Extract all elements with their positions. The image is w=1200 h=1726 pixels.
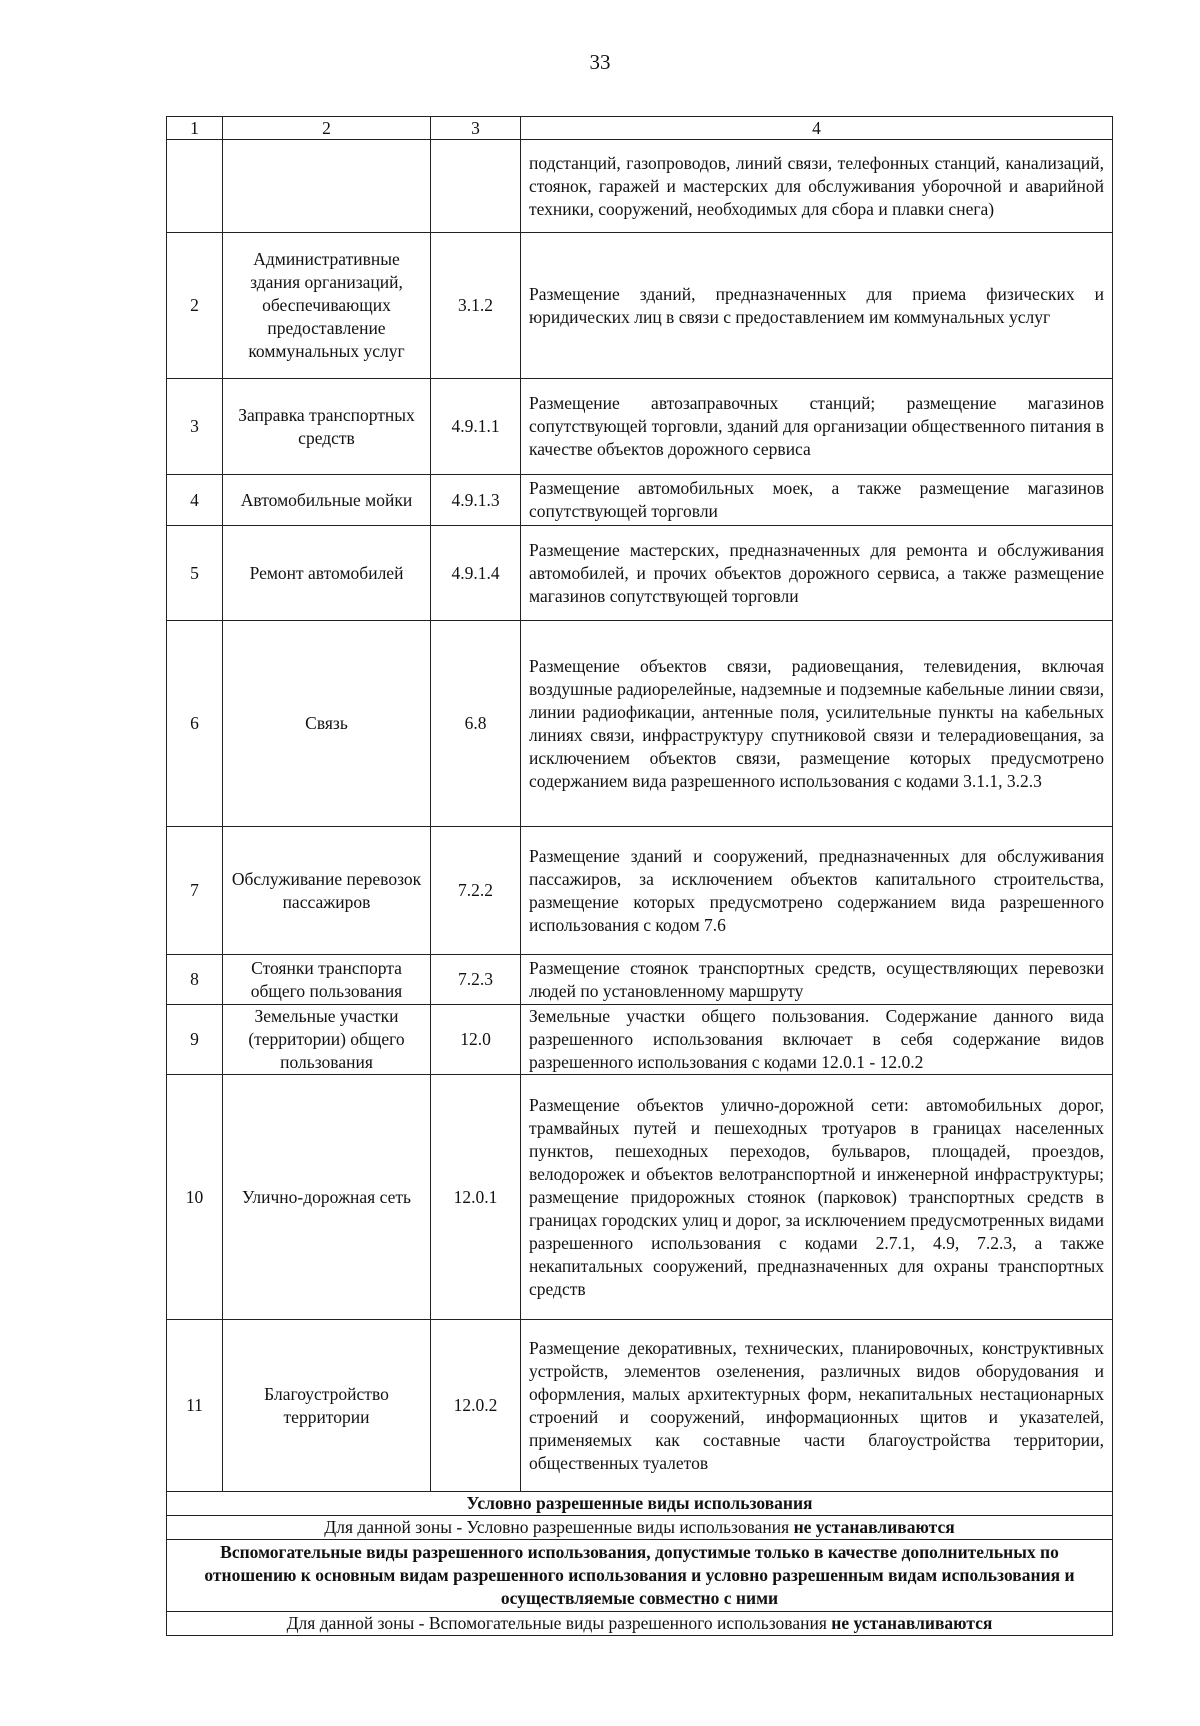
row-number: 5 (167, 526, 223, 621)
use-code: 4.9.1.3 (431, 475, 521, 526)
use-code: 6.8 (431, 621, 521, 827)
use-code: 12.0.2 (431, 1320, 521, 1492)
row-number: 9 (167, 1005, 223, 1075)
table-row (167, 827, 1113, 955)
use-code (431, 140, 521, 233)
use-name: Благоустройство территории (223, 1320, 431, 1492)
conditional-heading (167, 1492, 1113, 1516)
row-number: 11 (167, 1320, 223, 1492)
use-code: 7.2.3 (431, 955, 521, 1005)
use-description: Размещение зданий, предназначенных для приема физических и юридических лиц в связи с предоставлением им коммунальных услуг (521, 233, 1113, 379)
use-description: Размещение объектов связи, радиовещания, телевидения, включая воздушные радиорелейные, надземные и подземные кабельные линии связи, линии радиофикации, антенные поля, усилительные пункты на кабельных линиях связи, инфраструктуру спутниковой связи и телерадиовещания, за исключением объектов связи, размещение которых предусмотрено содержанием вида разрешенного использования с кодами 3.1.1, 3.2.3 (521, 621, 1113, 827)
use-code: 7.2.2 (431, 827, 521, 955)
use-code: 4.9.1.4 (431, 526, 521, 621)
conditional-note-bold: не устанавливаются (793, 1517, 955, 1537)
use-name: Автомобильные мойки (223, 475, 431, 526)
row-number: 6 (167, 621, 223, 827)
auxiliary-note-row (167, 1612, 1113, 1636)
row-number: 7 (167, 827, 223, 955)
use-name: Связь (223, 621, 431, 827)
auxiliary-note (167, 1612, 1113, 1636)
auxiliary-note-text: Для данной зоны - Вспомогательные виды разрешенного использования (286, 1613, 827, 1633)
header-cell-4: 4 (521, 117, 1113, 140)
use-code: 3.1.2 (431, 233, 521, 379)
conditional-heading-row (167, 1492, 1113, 1516)
auxiliary-heading (167, 1540, 1113, 1612)
table-row (167, 140, 1113, 233)
row-number: 4 (167, 475, 223, 526)
use-description: Земельные участки общего пользования. Содержание данного вида разрешенного использования включает в себя содержание видов разрешенного использования с кодами 12.0.1 - 12.0.2 (521, 1005, 1113, 1075)
row-number: 8 (167, 955, 223, 1005)
table-row (167, 379, 1113, 475)
use-name (223, 140, 431, 233)
row-number: 2 (167, 233, 223, 379)
use-description: Размещение стоянок транспортных средств, осуществляющих перевозки людей по установленному маршруту (521, 955, 1113, 1005)
use-description: Размещение объектов улично-дорожной сети: автомобильных дорог, трамвайных путей и пешеходных тротуаров в границах населенных пунктов, пешеходных переходов, бульваров, площадей, проездов, велодорожек и объектов велотранспортной и инженерной инфраструктуры; размещение придорожных стоянок (парковок) транспортных средств в границах городских улиц и дорог, за исключением предусмотренных видами разрешенного использования с кодами 2.7.1, 4.9, 7.2.3, а также некапитальных сооружений, предназначенных для охраны транспортных средств (521, 1075, 1113, 1320)
header-cell-2: 2 (223, 117, 431, 140)
auxiliary-heading-text: Вспомогательные виды разрешенного использования, допустимые только в качестве дополнительных по отношению к основным видам разрешенного использования и условно разрешенным видам использования и осуществляемые совместно с ними (204, 1542, 1075, 1608)
conditional-heading-text: Условно разрешенные виды использования (466, 1493, 813, 1513)
table-header-row (167, 117, 1113, 140)
use-name: Земельные участки (территории) общего пользования (223, 1005, 431, 1075)
table-row (167, 1005, 1113, 1075)
table-row (167, 475, 1113, 526)
table-row (167, 233, 1113, 379)
table-row (167, 1075, 1113, 1320)
use-name: Улично-дорожная сеть (223, 1075, 431, 1320)
land-use-table (166, 116, 1113, 1636)
row-number (167, 140, 223, 233)
use-name: Стоянки транспорта общего пользования (223, 955, 431, 1005)
use-code: 12.0 (431, 1005, 521, 1075)
use-name: Ремонт автомобилей (223, 526, 431, 621)
header-cell-3: 3 (431, 117, 521, 140)
table-row (167, 1320, 1113, 1492)
use-description: Размещение мастерских, предназначенных для ремонта и обслуживания автомобилей, и прочих объектов дорожного сервиса, а также размещение магазинов сопутствующей торговли (521, 526, 1113, 621)
use-description: Размещение зданий и сооружений, предназначенных для обслуживания пассажиров, за исключением объектов капитального строительства, размещение которых предусмотрено содержанием вида разрешенного использования с кодом 7.6 (521, 827, 1113, 955)
use-name: Административные здания организаций, обеспечивающих предоставление коммунальных услуг (223, 233, 431, 379)
auxiliary-heading-row (167, 1540, 1113, 1612)
use-description: Размещение автозаправочных станций; размещение магазинов сопутствующей торговли, зданий для организации общественного питания в качестве объектов дорожного сервиса (521, 379, 1113, 475)
auxiliary-note-bold: не устанавливаются (831, 1613, 993, 1633)
use-description: Размещение автомобильных моек, а также размещение магазинов сопутствующей торговли (521, 475, 1113, 526)
conditional-note-text: Для данной зоны - Условно разрешенные виды использования (324, 1517, 790, 1537)
use-name: Заправка транспортных средств (223, 379, 431, 475)
conditional-note (167, 1516, 1113, 1540)
use-description: Размещение декоративных, технических, планировочных, конструктивных устройств, элементов озеленения, различных видов оборудования и оформления, малых архитектурных форм, некапитальных нестационарных строений и сооружений, информационных щитов и указателей, применяемых как составные части благоустройства территории, общественных туалетов (521, 1320, 1113, 1492)
table-row (167, 621, 1113, 827)
use-name: Обслуживание перевозок пассажиров (223, 827, 431, 955)
use-description: подстанций, газопроводов, линий связи, телефонных станций, канализаций, стоянок, гаражей и мастерских для обслуживания уборочной и аварийной техники, сооружений, необходимых для сбора и плавки снега) (521, 140, 1113, 233)
conditional-note-row (167, 1516, 1113, 1540)
table-row (167, 955, 1113, 1005)
page-number: 33 (589, 50, 611, 74)
use-code: 12.0.1 (431, 1075, 521, 1320)
row-number: 3 (167, 379, 223, 475)
use-code: 4.9.1.1 (431, 379, 521, 475)
table-row (167, 526, 1113, 621)
header-cell-1: 1 (167, 117, 223, 140)
row-number: 10 (167, 1075, 223, 1320)
